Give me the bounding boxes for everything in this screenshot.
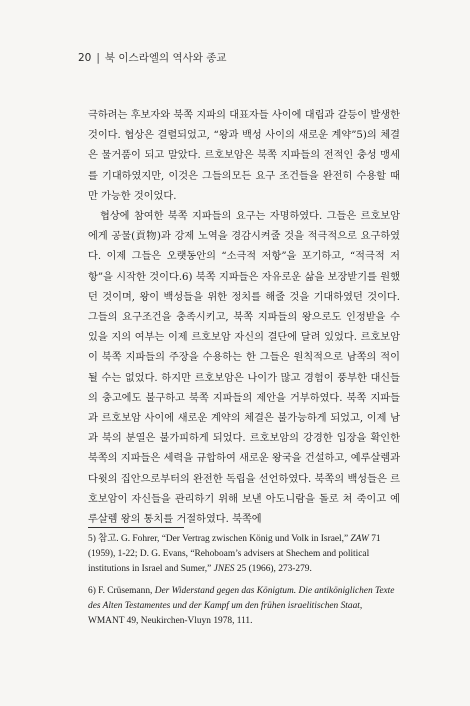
footnote-5 xyxy=(88,532,400,576)
footnote-divider xyxy=(88,527,184,528)
footnotes xyxy=(88,532,400,637)
footnote-6 xyxy=(88,584,400,628)
paragraph: 협상에 참여한 북쪽 지파들의 요구는 자명하였다. 그들은 르호보암에게 공물(貢物)과 강제 노역을 경감시켜줄 것을 적극적으로 요구하였다. 이제 그들은 오랫동안의 “소극적 저항”을 포기하고, “적극적 저항”을 시작한 것이다.6) 북쪽 지파들은 자유로운 삶을 보장받기를 원했던 것이며, 왕이 백성들을 위한 정치를 해줄 것을 기대하였던 것이다. 그들의 요구조건을 충족시키고, 북쪽 지파들의 왕으로도 인정받을 수 있을 지의 여부는 이제 르호보암 자신의 결단에 달려 있었다. 르호보암이 북쪽 지파들의 주장을 수용하는 한 그들은 원칙적으로 남쪽의 적이 될 수는 없었다. 하지만 르호보암은 나이가 많고 경험이 풍부한 대신들의 충고에도 불구하고 북쪽 지파들의 제안을 거부하였다. 북쪽 지파들과 르호보암 사이에 새로운 계약의 체결은 불가능하게 되었고, 이제 남과 북의 분열은 불가피하게 되었다. 르호보암의 강경한 입장을 확인한 북쪽의 지파들은 세력을 규합하여 새로운 왕국을 건설하고, 예루살렘과 다윗의 집안으로부터의 완전한 독립을 선언하였다. 북쪽의 백성들은 르호보암이 자신들을 관리하기 위해 보낸 아도니람을 돌로 쳐 죽이고 예루살렘 왕의 통치를 거절하였다. 북쪽에 xyxy=(88,211,400,526)
book-title: Der Widerstand gegen das Königtum. Die antiköniglichen Texte des Alten Testamentes und der Kampf um den frühen israelitischen Staat, xyxy=(88,586,395,612)
running-title: 북 이스라엘의 역사와 종교 xyxy=(104,52,227,64)
page-number: 20 xyxy=(78,51,92,64)
footnote-text: WMANT 49, Neukirchen-Vluyn 1978, 111. xyxy=(88,615,253,626)
footnote-text: 71 (1959), 1-22; D. G. Evans, “Rehoboam’s advisers at Shechem and political institutions in Israel and Sumer,” xyxy=(88,534,381,574)
footnote-text: 5) 참고. G. Fohrer, “Der Vertrag zwischen König und Volk in Israel,” xyxy=(88,534,351,544)
main-text xyxy=(88,106,400,530)
running-header xyxy=(78,50,227,65)
footnote-text: 6) F. Crüsemann, xyxy=(88,586,155,597)
footnote-text: 25 (1966), 273-279. xyxy=(234,563,312,574)
paragraph: 극하려는 후보자와 북쪽 지파의 대표자들 사이에 대립과 갈등이 발생한 것이다. 협상은 결렬되었고, “왕과 백성 사이의 새로운 계약”5)의 체결은 물거품이 되고 말았다. 르호보암은 북쪽 지파들의 전적인 충성 맹세를 기대하였지만, 이것은 그들의모든 요구 조건들을 완전히 수용할 때만 가능한 것이었다. xyxy=(88,110,400,202)
journal-title: ZAW xyxy=(350,534,369,544)
header-separator: | xyxy=(96,51,100,64)
journal-title: JNES xyxy=(213,563,235,574)
